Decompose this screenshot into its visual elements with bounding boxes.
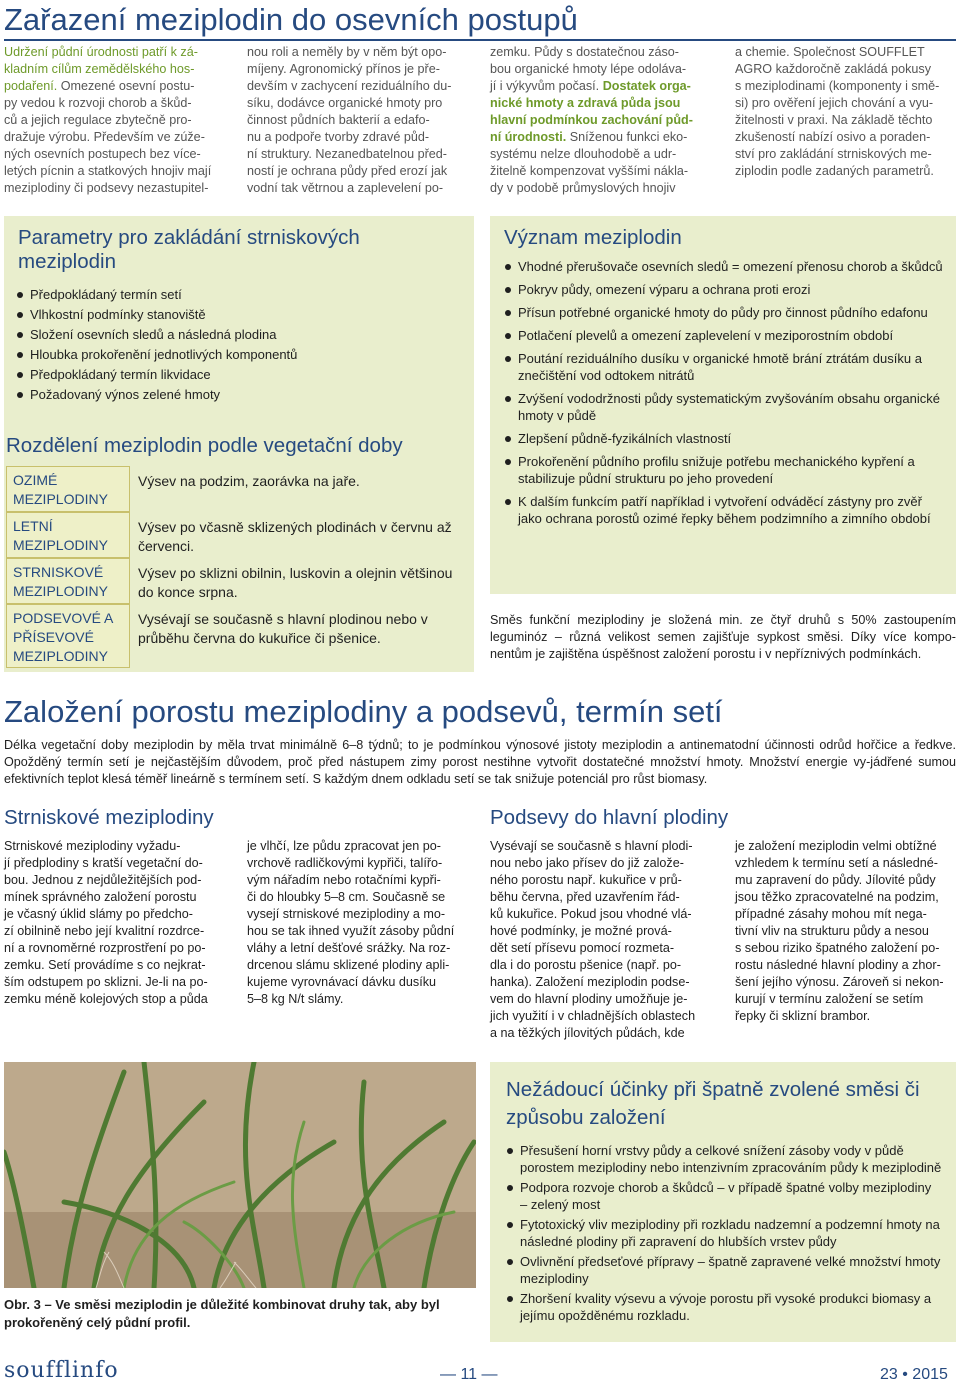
undersowing-heading: Podsevy do hlavní plodiny (490, 806, 729, 829)
list-item: Zvýšení vododržnosti půdy systematickým zvyšováním obsahu organické hmoty v půdě (504, 390, 944, 424)
intro-highlight: Udržení půdní úrodnosti patří k zá- kladním cílům zemědělského hos- podaření. (4, 45, 198, 93)
stubble-column-1: Strniskové meziplodiny vyžadu- jí předplodiny s kratší vegetační do- bou. Jednou z nejdůležitějších pod- mínek správného založení porostu je včasný úklid slámy po předcho- zí obilnině nebo její kvalitní rozdrce- ní a rovnoměrné rozprostření po po- zemku. Setí provádíme s co nejkrat- ším odstupem po sklizni. Je-li na po- zemku méně kolejových stop a půda (4, 839, 208, 1006)
list-item: Složení osevních sledů a následná plodina (16, 326, 456, 343)
table-row (6, 512, 466, 562)
undersowing-column-2: je založení meziplodin velmi obtížné vzhledem k termínu setí a následné- mu zapravení do půdy. Jílovité půdy jsou těžko zpracovatelné na podzim, případné zásahy mohou mít nega- tivní vliv na strukturu půdy a nesou s sebou riziko špatného založení po- rostu následné hlavní plodiny a zhor- šení jejího výnosu. Zároveň si nekon- kurují v termínu založení se setím řepky či sklizní brambor. (735, 839, 944, 1023)
table-row (6, 558, 466, 608)
intro-text: Sníženou funkci eko- systému nelze dlouhodobě a udr- žitelně kompenzovat vyššími nákla- dy v podobě průmyslových hnojiv (490, 130, 689, 195)
issue-number: 23 • 2015 (880, 1366, 948, 1383)
parameters-list (16, 286, 456, 406)
mixture-note: Směs funkční meziplodiny je složená min. ze čtyř druhů s 50% zastoupením leguminóz – různá velikost semen zajišťuje sypkost směsi. Díky více kompo-nentům je zajištěna úspěšnost založení porostu i v nepříznivých podmínkách. (490, 613, 956, 661)
list-item: Fytotoxický vliv meziplodiny při rozkladu nadzemní a podzemní hmoty na následné plodiny při zapravení do hlubších vrstev půdy (506, 1216, 942, 1250)
intro-column-3 (490, 44, 712, 197)
list-item: Hloubka prokořenění jednotlivých komponentů (16, 346, 456, 363)
adverse-effects-list (506, 1142, 942, 1327)
page-number: — 11 — (440, 1366, 498, 1383)
list-item: Potlačení plevelů a omezení zaplevelení v meziporostním období (504, 327, 944, 344)
list-item: Ovlivnění předseťové přípravy – špatně zapravené velké množství hmoty meziplodiny (506, 1253, 942, 1287)
section-heading-establishment: Založení porostu meziplodiny a podsevů, termín setí (4, 694, 723, 729)
parameters-panel (4, 216, 474, 672)
intro-text: zemku. Půdy s dostatečnou záso- bou organické hmoty lépe odoláva- jí i výkyvům počasí. (490, 45, 687, 93)
vegetation-type: PODSEVOVÉ A PŘÍSEVOVÉ MEZIPLODINY (6, 604, 130, 668)
significance-list (504, 258, 944, 533)
vegetation-heading: Rozdělení meziplodin podle vegetační doby (6, 434, 403, 457)
significance-panel (490, 216, 956, 594)
vegetation-description: Výsev po včasně sklizených plodinách v červnu až červenci. (138, 519, 452, 554)
figure-caption: Obr. 3 – Ve směsi meziplodin je důležité kombinovat druhy tak, aby byl prokořeněný celý půdní profil. (4, 1297, 440, 1330)
intro-highlight: Dostatek orga- nické hmoty a zdravá půda jsou hlavní podmínkou zachování půd- ní úrodnosti. (490, 79, 693, 144)
list-item: Předpokládaný termín setí (16, 286, 456, 303)
vegetation-table (6, 466, 468, 666)
list-item: Předpokládaný termín likvidace (16, 366, 456, 383)
vegetation-description: Vysévají se současně s hlavní plodinou nebo v průběhu června do kukuřice či pšenice. (138, 611, 428, 646)
vegetation-description: Výsev na podzim, zaorávka na jaře. (138, 473, 360, 489)
intro-column-4: a chemie. Společnost SOUFFLET AGRO každoročně zakládá pokusy s meziplodinami (komponenty i smě- si) pro ověření jejich chování a vyu- žitelnosti v praxi. Na základě těchto zkušeností nabízí osivo a poraden- ství pro zakládání strniskových me- ziplodin podle zadaných parametrů. (735, 45, 940, 178)
list-item: Přesušení horní vrstvy půdy a celkové snížení zásoby vody v půdě porostem meziplodiny nebo intenzivním zpracováním půdy k meziplodině (506, 1142, 942, 1176)
significance-heading: Význam meziplodin (504, 226, 682, 249)
vegetation-type: STRNISKOVÉ MEZIPLODINY (6, 558, 130, 604)
vegetation-description: Výsev po sklizni obilnin, luskovin a olejnin většinou do konce srpna. (138, 565, 453, 600)
vegetation-type: LETNÍ MEZIPLODINY (6, 512, 130, 558)
list-item: Zhoršení kvality výsevu a vývoje porostu při vysoké produkci biomasy a jejímu opožděnému rozkladu. (506, 1290, 942, 1324)
vegetation-type: OZIMÉ MEZIPLODINY (6, 466, 130, 512)
adverse-effects-panel (490, 1062, 956, 1342)
list-item: Poutání reziduálního dusíku v organické hmotě brání ztrátám dusíku a znečištění vod odtokem nitrátů (504, 350, 944, 384)
establishment-text: Délka vegetační doby meziplodin by měla trvat minimálně 6–8 týdnů; to je podmínkou výnosové jistoty meziplodin a antinematodní účinnosti odrůd hořčice a ředkve. Opožděný termín setí je nejčastějším důvodem, proč před nástupem zimy porost nestihne vytvořit dostatečné množství hmoty. Množství energie vy-jádřené sumou efektivních teplot klesá téměř lineárně s termínem setí. S každým dnem odkladu setí se tak snižuje potenciál pro růst biomasy. (4, 738, 956, 786)
list-item: K dalším funkcím patří například i vytvoření odváděcí zástyny pro zvěř jako ochrana porostů ozimé řepky během podzimního a zimního období (504, 493, 944, 527)
list-item: Požadovaný výnos zelené hmoty (16, 386, 456, 403)
list-item: Vlhkostní podmínky stanoviště (16, 306, 456, 323)
list-item: Přísun potřebné organické hmoty do půdy pro činnost půdního edafonu (504, 304, 944, 321)
stubble-column-2: je vlhčí, lze půdu zpracovat jen po- vrchově radličkovými kypřiči, talířo- vým nářadím nebo rotačními kypři- či do hloubky 5–8 cm. Současně se vysejí strniskové meziplodiny a mo- hou se tak ihned využít zásoby půdní vláhy a letní dešťové srážky. Na roz- drcenou slámu sklizené plodiny apli- kujeme vyrovnávací dávku dusíku 5–8 kg N/t slámy. (247, 839, 455, 1006)
list-item: Zlepšení půdně-fyzikálních vlastností (504, 430, 944, 447)
list-item: Podpora rozvoje chorob a škůdců – v případě špatné volby meziplodiny – zelený most (506, 1179, 942, 1213)
title-rule (4, 39, 956, 41)
table-row (6, 466, 466, 512)
intro-text: Omezené osevní postu- py vedou k rozvoji chorob a škůd- ců a jejich regulace zbytečně pro- dražuje výrobu. Především ve zúže- ných osevních postupech bez více- letých pícnin a statkových hnojiv mají meziplodiny či podsevy nezastupitel- (4, 79, 212, 195)
list-item: Prokořenění půdního profilu snižuje potřebu mechanického kypření a stabilizuje půdní strukturu po jeho provedení (504, 453, 944, 487)
intro-column-1 (4, 44, 222, 197)
souffli-info-logo: soufflinfo (4, 1358, 119, 1383)
table-row (6, 604, 466, 668)
intro-column-2: nou roli a neměly by v něm být opo- míjeny. Agronomický přínos je pře- devším v zachycení reziduálního du- síku, dodávce organické hmoty pro činnost půdních bakterií a edafo- nu a podpoře tvorby zdravé půd- ní struktury. Nezanedbatelnou před- ností je ochrana půdy před erozí jak vodní tak větrnou a zaplevelení po- (247, 45, 452, 195)
root-photo (4, 1062, 476, 1288)
page-title: Zařazení meziplodin do osevních postupů (4, 2, 578, 37)
root-photo-illustration (4, 1062, 476, 1288)
undersowing-column-1: Vysévají se současně s hlavní plodi- nou nebo jako přísev do již založe- ného porostu např. kukuřice v prů- běhu června, před uzavřením řád- ků kukuřice. Pokud jsou vhodné vlá- hové podmínky, je možné prová- dět setí přísevu pomocí rozmeta- dla i do porostu pšenice (např. po- hanka). Založení meziplodin podse- vem do hlavní plodiny umožňuje je- jich využití i v chladnějších oblastech a na těžkých jílovitých půdách, kde (490, 839, 696, 1040)
adverse-effects-heading: Nežádoucí účinky při špatně zvolené směsi či způsobu založení (506, 1078, 920, 1129)
list-item: Pokryv půdy, omezení výparu a ochrana proti erozi (504, 281, 944, 298)
list-item: Vhodné přerušovače osevních sledů = omezení přenosu chorob a škůdců (504, 258, 944, 275)
stubble-heading: Strniskové meziplodiny (4, 806, 214, 829)
parameters-heading: Parametry pro zakládání strniskových meziplodin (18, 226, 360, 273)
